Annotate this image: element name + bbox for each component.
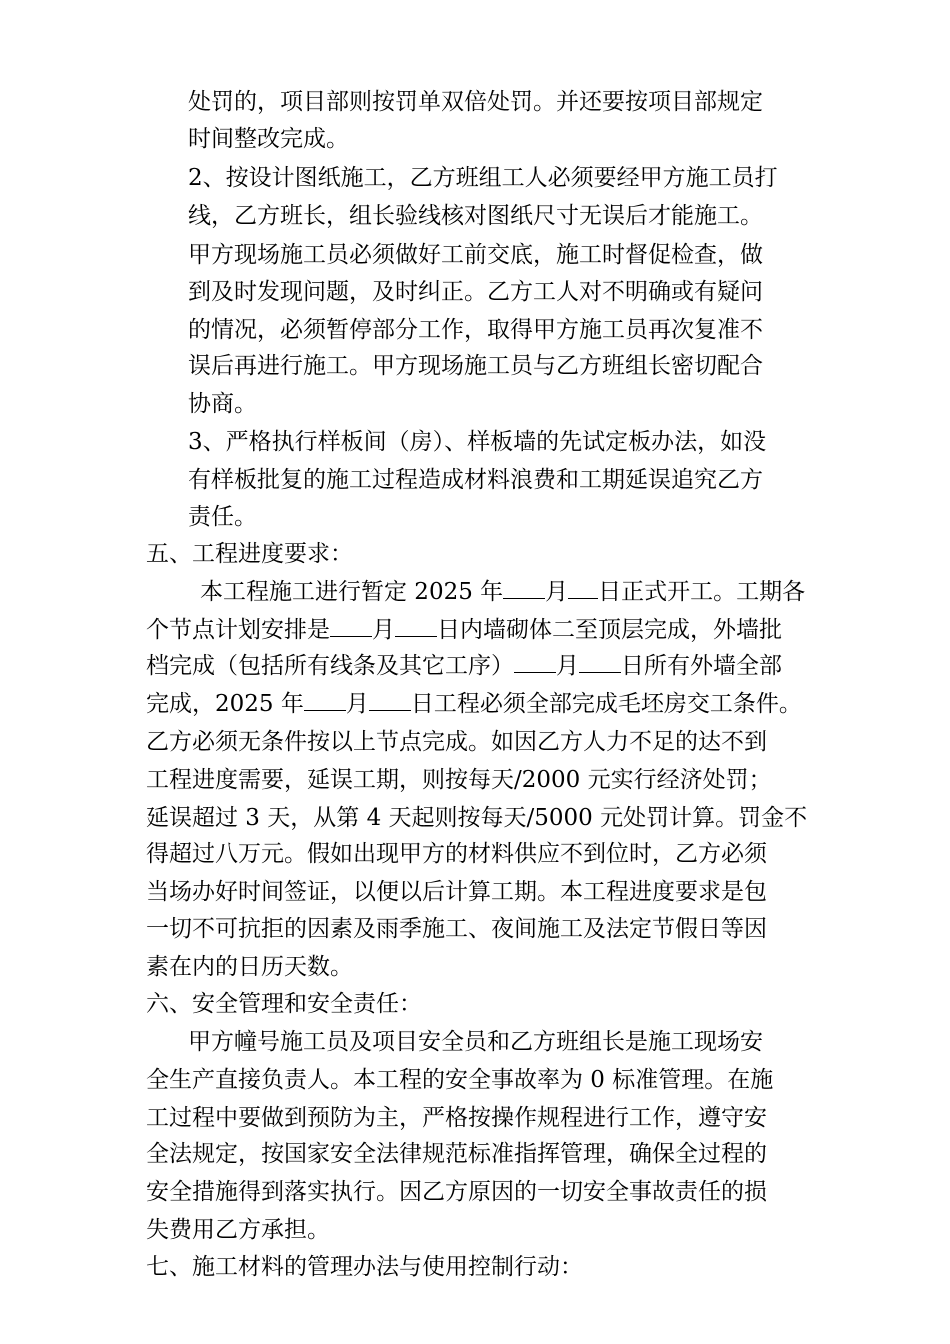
fill-in-blank[interactable] [330,612,372,637]
text-segment: 月 [372,617,395,643]
paragraph-line: 延误超过 3 天，从第 4 天起则按每天/5000 元处罚计算。罚金不 [146,805,808,831]
paragraph-line: 责任。 [188,504,257,530]
fill-in-blank[interactable] [369,686,411,711]
text-segment: 月 [545,579,569,605]
text-segment: 本工程施工进行暂定 2025 年 [200,579,504,605]
paragraph-line: 的情况，必须暂停部分工作，取得甲方施工员再次复准不 [188,317,763,343]
text-segment: 日内墙砌体二至顶层完成，外墙批 [437,617,782,643]
text-segment: 月 [556,653,579,679]
paragraph-line [146,686,802,722]
text-segment: 日正式开工。工期各 [598,579,806,605]
paragraph-line: 工程进度需要，延误工期，则按每天/2000 元实行经济处罚； [146,767,772,793]
paragraph-line: 线，乙方班长，组长验线核对图纸尺寸无误后才能施工。 [188,203,763,229]
paragraph-line: 协商。 [188,391,257,417]
paragraph-line: 失费用乙方承担。 [146,1217,330,1243]
paragraph-line: 当场办好时间签证，以便以后计算工期。本工程进度要求是包 [146,879,767,905]
paragraph-line: 误后再进行施工。甲方现场施工员与乙方班组长密切配合 [188,353,763,379]
text-segment: 日所有外墙全部 [621,653,782,679]
paragraph-line: 全法规定，按国家安全法律规范标准指挥管理，确保全过程的 [146,1141,767,1167]
paragraph-line: 3、严格执行样板间（房）、样板墙的先试定板办法，如没 [188,429,767,455]
text-segment: 个节点计划安排是 [146,617,330,643]
section-heading: 六、安全管理和安全责任： [146,991,422,1017]
paragraph-line [146,648,782,684]
paragraph-line: 工过程中要做到预防为主，严格按操作规程进行工作，遵守安 [146,1105,767,1131]
paragraph-line [200,574,805,610]
paragraph-line: 得超过八万元。假如出现甲方的材料供应不到位时，乙方必须 [146,841,767,867]
paragraph-line: 素在内的日历天数。 [146,954,353,980]
paragraph-line: 甲方现场施工员必须做好工前交底，施工时督促检查，做 [188,242,763,268]
fill-in-blank[interactable] [514,648,556,673]
text-segment: 日工程必须全部完成毛坯房交工条件。 [410,691,802,717]
paragraph-line: 到及时发现问题，及时纠正。乙方工人对不明确或有疑问 [188,279,763,305]
section-heading: 七、施工材料的管理办法与使用控制行动： [146,1254,583,1280]
paragraph-line: 时间整改完成。 [188,126,349,152]
paragraph-line: 有样板批复的施工过程造成材料浪费和工期延误追究乙方 [188,467,763,493]
section-heading: 五、工程进度要求： [146,541,353,567]
paragraph-line: 一切不可抗拒的因素及雨季施工、夜间施工及法定节假日等因 [146,916,767,942]
paragraph-line: 处罚的，项目部则按罚单双倍处罚。并还要按项目部规定 [188,89,763,115]
fill-in-blank[interactable] [503,574,545,599]
text-segment: 月 [345,691,369,717]
fill-in-blank[interactable] [579,648,621,673]
paragraph-line: 全生产直接负责人。本工程的安全事故率为 0 标准管理。在施 [146,1067,774,1093]
paragraph-line: 2、按设计图纸施工，乙方班组工人必须要经甲方施工员打 [188,165,778,191]
text-segment: 完成，2025 年 [146,691,304,717]
paragraph-line [146,612,782,648]
fill-in-blank[interactable] [395,612,437,637]
text-segment: 档完成（包括所有线条及其它工序） [146,653,514,679]
fill-in-blank[interactable] [568,574,598,599]
paragraph-line: 安全措施得到落实执行。因乙方原因的一切安全事故责任的损 [146,1179,767,1205]
fill-in-blank[interactable] [304,686,346,711]
paragraph-line: 甲方幢号施工员及项目安全员和乙方班组长是施工现场安 [188,1029,763,1055]
paragraph-line: 乙方必须无条件按以上节点完成。如因乙方人力不足的达不到 [146,729,767,755]
